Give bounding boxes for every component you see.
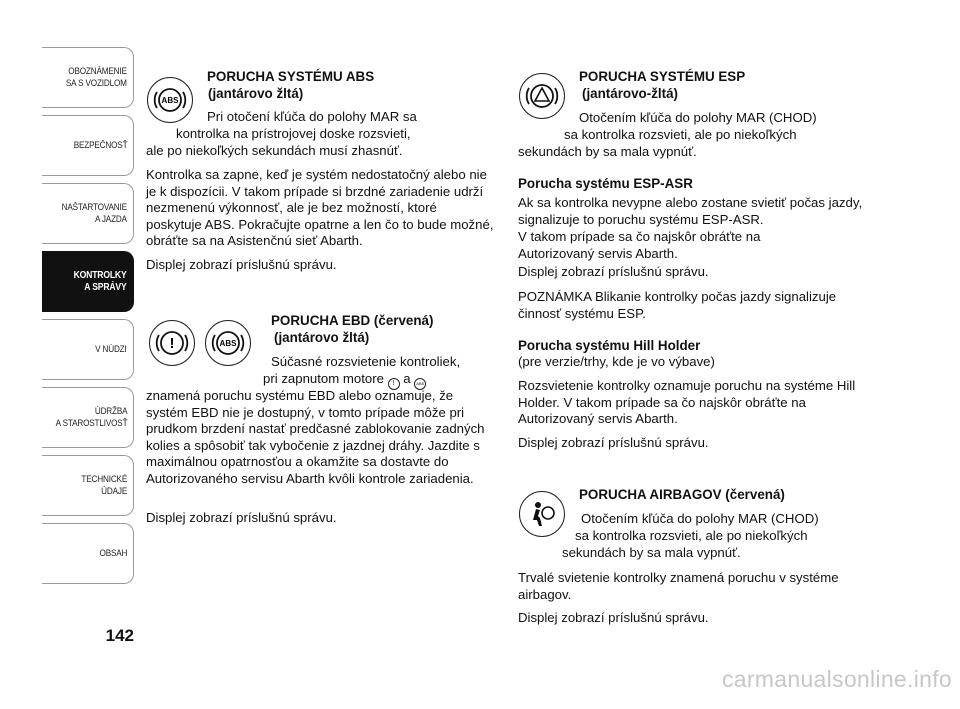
watermark: carmanualsonline.info (721, 666, 952, 692)
airbag-intro-line3: sekundách by sa mala vypnúť. (562, 545, 741, 560)
esp-asr-paragraph-1: Ak sa kontrolka nevypne alebo zostane svietiť počas jazdy, signalizuje to poruchu systému ESP-ASR. (518, 195, 863, 227)
airbag-intro-line2: sa kontrolka rozsvieti, ale po niekoľkých (575, 528, 808, 543)
esp-asr-heading: Porucha systému ESP-ASR (518, 176, 693, 191)
page-number: 142 (105, 626, 134, 645)
tab-vehicle-intro[interactable] (42, 47, 134, 108)
esp-warning-icon (519, 73, 565, 119)
abs-intro-line1: Pri otočení kľúča do polohy MAR sa (207, 109, 417, 124)
ebd-intro-line1: Súčasné rozsvietenie kontroliek, (271, 354, 461, 369)
abs-warning-icon (147, 77, 193, 123)
tab-label: ÚDRŽBA A STAROSTLIVOSŤ (55, 405, 127, 429)
airbag-paragraph: Trvalé svietenie kontrolky znamená poruchu v systéme airbagov. (518, 570, 839, 602)
ebd-display-note: Displej zobrazí príslušnú správu. (146, 510, 337, 525)
ebd-intro-text: pri zapnutom motore (263, 371, 384, 386)
hill-holder-display-note: Displej zobrazí príslušnú správu. (518, 435, 709, 450)
abs-display-note: Displej zobrazí príslušnú správu. (146, 257, 337, 272)
tab-label: KONTROLKY A SPRÁVY (74, 269, 127, 293)
hill-holder-subheading: (pre verzie/trhy, kde je vo výbave) (518, 354, 715, 369)
tab-emergency[interactable] (42, 319, 134, 380)
ebd-paragraph: znamená poruchu systému EBD alebo oznamuje, že systém EBD nie je dostupný, v tomto prípade môže pri prudkom brzdení nastať predčasné zablokovanie zadných kolies a spôsobiť tak vybočenie z jazdnej dráhy. Jazdite s maximálnou opatrnosťou a okamžite sa dostavte do Autorizovaného servisu Abarth kvôli kontrole zariadenia. (146, 388, 485, 486)
tab-label: TECHNICKÉ ÚDAJE (81, 473, 127, 497)
tab-label: OBSAH (99, 547, 127, 559)
tab-label: V NÚDZI (95, 343, 127, 355)
airbag-title: PORUCHA AIRBAGOV (červená) (579, 487, 785, 502)
tab-label: OBOZNÁMENIE SA S VOZIDLOM (66, 65, 127, 89)
tab-maintenance[interactable] (42, 387, 134, 448)
airbag-warning-icon (519, 491, 565, 537)
tab-safety[interactable] (42, 115, 134, 176)
svg-text:ABS: ABS (161, 96, 179, 105)
esp-intro-line2: sa kontrolka rozsvieti, ale po niekoľkých (564, 127, 797, 142)
abs-intro-line3: ale po niekoľkých sekundách musí zhasnúť. (146, 143, 403, 158)
abs-small-icon: ABS (414, 378, 426, 390)
abs-paragraph: Kontrolka sa zapne, keď je systém nedostatočný alebo nie je k dispozícii. V takom prípade si brzdné zariadenie udrží nezmenenú výkonnosť, ale je bez možností, ktoré poskytuje ABS. Pokračujte opatrne a len čo to bude možné, obráťte sa na Asistenčnú sieť Abarth. (146, 167, 494, 249)
ebd-and: a (403, 371, 411, 386)
esp-subtitle: (jantárovo-žltá) (582, 86, 678, 101)
esp-intro-line3: sekundách by sa mala vypnúť. (518, 144, 697, 159)
tab-label: NAŠTARTOVANIE A JAZDA (61, 201, 127, 225)
tab-starting-driving[interactable] (42, 183, 134, 244)
hill-holder-paragraph: Rozsvietenie kontrolky oznamuje poruchu na systéme Hill Holder. V takom prípade sa čo najskôr obráťte na Autorizovaný servis Abarth. (518, 378, 856, 427)
svg-text:!: ! (169, 335, 175, 352)
svg-text:ABS: ABS (219, 339, 237, 348)
hill-holder-heading: Porucha systému Hill Holder (518, 338, 701, 353)
brake-small-icon: ! (388, 378, 400, 390)
tab-warning-lights[interactable] (42, 251, 134, 312)
esp-note: POZNÁMKA Blikanie kontrolky počas jazdy signalizuje činnosť systému ESP. (518, 289, 837, 321)
tab-label: BEZPEČNOSŤ (73, 139, 127, 151)
abs-subtitle: (jantárovo žltá) (208, 86, 304, 101)
esp-title: PORUCHA SYSTÉMU ESP (579, 69, 746, 84)
ebd-subtitle: (jantárovo žltá) (274, 330, 370, 345)
tab-technical-data[interactable] (42, 455, 134, 516)
airbag-intro-line1: Otočením kľúča do polohy MAR (CHOD) (581, 511, 819, 526)
esp-asr-paragraph-2: V takom prípade sa čo najskôr obráťte na Autorizovaný servis Abarth. (518, 229, 761, 261)
chapter-tabs (42, 47, 134, 591)
esp-intro-line1: Otočením kľúča do polohy MAR (CHOD) (579, 110, 817, 125)
esp-asr-display-note: Displej zobrazí príslušnú správu. (518, 264, 709, 279)
abs-title: PORUCHA SYSTÉMU ABS (207, 69, 375, 84)
airbag-display-note: Displej zobrazí príslušnú správu. (518, 610, 709, 625)
abs-warning-icon-2 (205, 320, 251, 366)
ebd-title: PORUCHA EBD (červená) (271, 313, 434, 328)
abs-intro-line2: kontrolka na prístrojovej doske rozsvieti, (176, 126, 411, 141)
brake-warning-icon (149, 320, 195, 366)
tab-contents[interactable] (42, 523, 134, 584)
